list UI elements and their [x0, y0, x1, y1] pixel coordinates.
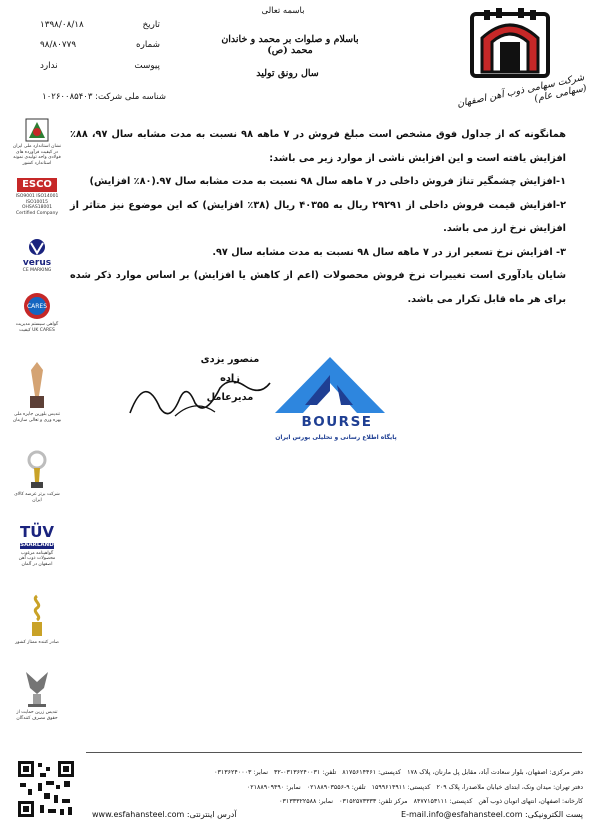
- verus-logo-icon: [26, 238, 48, 256]
- sidebar-text: صادر کننده ممتاز کشور: [15, 640, 59, 645]
- cares-icon: [23, 292, 51, 320]
- footer-website: [92, 810, 237, 819]
- sidebar-consumer: [12, 668, 62, 721]
- cares-badge: CARES: [26, 303, 48, 310]
- sidebar-text: ISO9001 ISO14001 ISO10015 OHSAS18001 Certified Company: [15, 194, 59, 216]
- qr-code-icon: [16, 759, 76, 819]
- crystal-trophy-icon: [25, 360, 49, 410]
- footer-fax: نمابر: ۰۲۱۸۸۹۰۹۴۹۰: [246, 784, 301, 791]
- footer-address: کارخانه: اصفهان، انتهای اتوبان ذوب آهن: [478, 798, 583, 805]
- sidebar-trophy: [12, 360, 62, 423]
- footer-address: دفتر تهران: میدان ونک، ابتدای خیابان ملاصدرا، پلاک ۲۰۹: [436, 784, 583, 791]
- esco-icon: ESCO: [17, 178, 57, 192]
- tuv-saarland-label: SAARLAND: [20, 542, 54, 548]
- bourse-brand: BOURSE: [301, 414, 373, 430]
- body-item-3: ۳- افزایش نرخ تسعیر ارز در ۷ ماهه سال ۹۸ نسبت به مدت مشابه سال ۹۷.: [212, 246, 566, 258]
- national-id: شناسه ملی شرکت: ۱۰۲۶۰۰۸۵۴۰۳: [42, 92, 166, 102]
- bourse-logo-icon: [255, 355, 405, 445]
- sidebar-esco: [12, 178, 62, 216]
- salawat-line: باسلام و صلوات بر محمد و خاندان محمد (ص): [221, 34, 359, 56]
- website-link[interactable]: www.esfahansteel.com: [92, 810, 185, 819]
- exporter-award-icon: [27, 594, 47, 638]
- signer-name: منصور یزدی زاده: [200, 354, 260, 384]
- footer-postal: کدپستی: ۸۱۷۵۶۱۴۴۶۱: [342, 769, 402, 776]
- email-link[interactable]: E-mail.info@esfahansteel.com: [401, 810, 523, 819]
- sidebar-standard: [12, 118, 62, 166]
- footer-row-tehran: [247, 784, 583, 791]
- footer-fax: نمابر: ۰۳۱۳۶۲۴۰۰۰۳: [214, 769, 269, 776]
- esfahan-steel-logo-icon: [470, 8, 550, 83]
- sidebar-verus: [12, 238, 62, 274]
- meta-attachment: [40, 61, 160, 71]
- footer-address: دفتر مرکزی: اصفهان، بلوار سعادت آباد، مقابل پل مارنان، پلاک ۱۷۸: [407, 769, 583, 776]
- golden-award-icon: [26, 450, 48, 490]
- body-paragraph: همانگونه که از جداول فوق مشخص است مبلغ فروش در ۷ ماهه ۹۸ نسبت به مدت مشابه سال ۹۷، ۸۸٪ افزایش یافته است و این افزایش ناشی از موارد زیر می باشد:: [70, 129, 566, 164]
- footer-phone: مرکز تلفن: ۰۳۱۵۲۵۷۳۳۳۳: [339, 798, 408, 805]
- footer-row-factory: [279, 798, 583, 805]
- bismillah: باسمه تعالی: [261, 6, 305, 16]
- meta-label: پیوست: [134, 61, 160, 71]
- sidebar-text: نشان استاندارد ملی ایران در کیفیت فرآورده های فولادی واحد تولیدی نمونه استاندارد کشور: [12, 144, 62, 166]
- sidebar-text: گواهی سیستم مدیریت کیفیت UK CARES: [15, 322, 59, 333]
- meta-label: شماره: [136, 40, 160, 50]
- handwritten-signature-icon: [125, 368, 275, 428]
- consumer-rights-icon: [22, 668, 52, 708]
- signer-title: مدیرعامل: [206, 392, 254, 403]
- email-label: پست الکترونیکی:: [525, 810, 583, 819]
- footer-phone: تلفن: ۰۳۱۳۶۲۴۰۰۳۱-۳۲: [274, 769, 337, 776]
- sidebar-text: گواهینامه مرغوب محصولات ذوب آهن اصفهان در آلمان: [18, 550, 56, 567]
- footer-postal: کدپستی: ۱۵۹۹۶۱۴۹۱۱: [371, 784, 431, 791]
- sidebar-text: تندیس زرین حمایت از حقوق مصرف کنندگان: [16, 710, 58, 721]
- bourse-subtitle: پایگاه اطلاع رسانی و تحلیلی بورس ایران: [275, 434, 397, 441]
- footer-divider: [86, 752, 582, 753]
- footer-postal: کدپستی: ۸۴۷۷۱۵۳۱۱۱: [413, 798, 473, 805]
- footer-row-office: [214, 769, 583, 776]
- letter-body: [70, 123, 566, 311]
- website-label: آدرس اینترنتی:: [186, 810, 237, 819]
- sidebar-cares: [12, 292, 62, 333]
- meta-value: ۱۳۹۸/۰۸/۱۸: [40, 20, 84, 30]
- sidebar-text: CE MARKING: [22, 268, 52, 273]
- meta-label: تاریخ: [142, 20, 160, 30]
- sidebar-exporter: [12, 594, 62, 646]
- body-closing: شایان یادآوری است تغییرات نرخ فروش محصولات (اعم از کاهش یا افزایش) بر اساس موارد ذکر شده برای هر ماه قابل تکرار می باشد.: [70, 270, 566, 305]
- verus-word: verus: [22, 258, 52, 268]
- footer-contact: [401, 810, 583, 819]
- meta-number: [40, 40, 160, 50]
- year-slogan: سال رونق تولید: [256, 68, 319, 79]
- footer-phone: تلفن: ۹-۰۲۱۸۸۹۰۳۵۵۶: [306, 784, 366, 791]
- standard-mark-icon: [25, 118, 49, 142]
- meta-date: [40, 20, 160, 30]
- body-item-1: ۱-افزایش چشمگیر تناژ فروش داخلی در ۷ ماهه سال ۹۸ نسبت به مدت مشابه سال ۹۷.(۸۰٪ افزایش): [89, 176, 566, 187]
- sidebar-award: [12, 450, 62, 503]
- company-name: شرکت سهامی ذوب آهن اصفهان (سهامی عام): [456, 72, 588, 110]
- meta-value: ۹۸/۸۰۷۷۹: [40, 40, 77, 50]
- tuv-icon: TÜV: [19, 523, 55, 541]
- sidebar-text: شرکت برتر عرضه کالای ایران: [14, 492, 60, 503]
- sidebar-text: تندیس بلورین جایزه ملی بهره وری و تعالی سازمان: [12, 412, 62, 423]
- footer-fax: نمابر: ۰۳۱۳۳۳۲۲۵۸۸: [279, 798, 334, 805]
- body-item-2: ۲-افزایش قیمت فروش داخلی از ۲۹۲۹۱ ریال به ۴۰۳۵۵ ریال (۳۸٪ افزایش) که این موضوع نیز متاثر از افزایش نرخ ارز می باشد.: [70, 199, 566, 234]
- meta-value: ندارد: [40, 61, 58, 71]
- company-logo: [470, 8, 550, 83]
- sidebar-tuv: [12, 524, 62, 567]
